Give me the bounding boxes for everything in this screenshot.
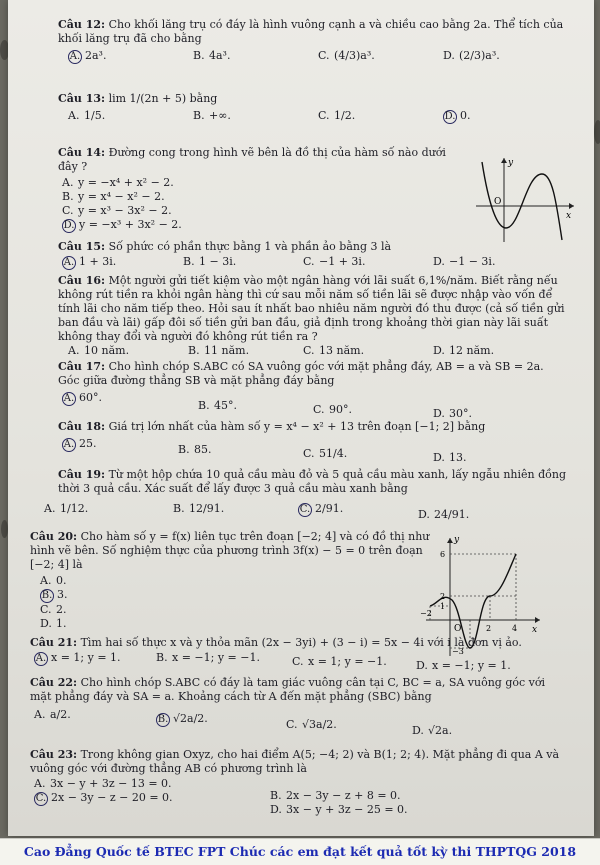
option-c[interactable] xyxy=(303,344,364,358)
option-text: √2a. xyxy=(428,724,453,737)
option-text: 3. xyxy=(57,588,68,601)
option-text: 60°. xyxy=(79,391,102,404)
y-label: y xyxy=(454,535,460,545)
options xyxy=(44,502,566,521)
option-label: C. xyxy=(40,603,52,616)
option-label: A. xyxy=(34,708,46,721)
question-stem: Giá trị lớn nhất của hàm số y = x⁴ − x² + 13 trên đoạn [−1; 2] bằng xyxy=(108,420,486,433)
option-label: A. xyxy=(63,393,75,404)
option-c[interactable] xyxy=(303,255,365,269)
option-c[interactable] xyxy=(62,204,464,218)
option-text: y = x⁴ − x² − 2. xyxy=(78,190,165,203)
option-text: 1/5. xyxy=(84,109,106,122)
question-head: Câu 16: xyxy=(58,274,106,287)
option-a[interactable] xyxy=(62,391,102,406)
option-text: 10 năm. xyxy=(84,344,130,357)
x-label: x xyxy=(566,211,572,221)
option-a[interactable] xyxy=(34,651,121,666)
option-text: x = −1; y = 1. xyxy=(432,659,511,672)
option-b[interactable] xyxy=(188,344,249,358)
option-text: 0. xyxy=(56,574,67,587)
option-text: 2/91. xyxy=(315,502,344,515)
y-tick-label: 6 xyxy=(440,550,446,559)
question-stem: Số phức có phần thực bằng 1 và phần ảo bằng 3 là xyxy=(108,240,392,253)
option-text: 51/4. xyxy=(319,447,348,460)
option-label: B. xyxy=(270,789,282,802)
option-b[interactable] xyxy=(198,399,237,413)
option-label: B. xyxy=(157,714,169,725)
option-label: A. xyxy=(34,777,46,790)
option-d[interactable] xyxy=(433,344,494,358)
option-text: (4/3)a³. xyxy=(334,49,375,62)
option-text: 13. xyxy=(449,451,467,464)
origin-label: O xyxy=(454,624,462,634)
question-stem: Cho hình chóp S.ABC có SA vuông góc với mặt phẳng đáy, AB = a và SB = 2a. Góc giữa đường thẳng SB và mặt phẳng đáy bằng xyxy=(58,360,544,387)
question-14 xyxy=(58,146,464,233)
option-a[interactable] xyxy=(62,255,116,270)
option-label: C. xyxy=(303,344,315,357)
footer-banner: Cao Đẳng Quốc tế BTEC FPT Chúc các em đạt kết quả tốt kỳ thi THPTQG 2018 xyxy=(0,838,600,865)
question-13 xyxy=(58,92,566,125)
options xyxy=(58,176,464,233)
option-a[interactable] xyxy=(68,49,106,64)
curve xyxy=(430,554,516,648)
y-arrow-icon xyxy=(501,158,507,163)
option-d[interactable] xyxy=(418,508,469,522)
question-head: Câu 19: xyxy=(58,468,106,481)
option-text: 12 năm. xyxy=(449,344,495,357)
option-d[interactable] xyxy=(433,407,472,421)
option-b[interactable] xyxy=(156,712,208,727)
options xyxy=(30,708,566,737)
question-stem: Cho hình chóp S.ABC có đáy là tam giác vuông cân tại C, BC = a, SA vuông góc với mặt phẳng đáy và SA = a. Khoảng cách từ A đến mặt phẳng (SBC) bằng xyxy=(30,676,546,703)
option-label: D. xyxy=(418,508,430,521)
options xyxy=(58,255,566,271)
question-head: Câu 18: xyxy=(58,420,106,433)
question-17 xyxy=(58,360,566,420)
option-text: +∞. xyxy=(209,109,231,122)
option-c[interactable] xyxy=(318,109,355,123)
option-text: 30°. xyxy=(449,407,472,420)
option-text: 1/2. xyxy=(334,109,356,122)
option-text: 4a³. xyxy=(209,49,231,62)
option-label: D. xyxy=(444,111,456,122)
option-text: 24/91. xyxy=(434,508,470,521)
option-a[interactable] xyxy=(34,708,71,722)
question-stem: Trong không gian Oxyz, cho hai điểm A(5; −4; 2) và B(1; 2; 4). Mặt phẳng đi qua A và vuông góc với đường thẳng AB có phương trình là xyxy=(30,748,560,775)
question-head: Câu 14: xyxy=(58,146,106,159)
question-20 xyxy=(30,530,434,631)
option-label: B. xyxy=(193,109,205,122)
option-text: 13 năm. xyxy=(319,344,365,357)
option-b[interactable] xyxy=(62,190,464,204)
y-arrow-icon xyxy=(447,538,453,543)
question-stem: Đường cong trong hình vẽ bên là đồ thị của hàm số nào dưới đây ? xyxy=(58,146,446,173)
option-text: 1. xyxy=(56,617,67,630)
option-b[interactable] xyxy=(270,789,401,803)
option-a[interactable] xyxy=(62,176,464,190)
option-label: D. xyxy=(433,451,445,464)
question-head: Câu 15: xyxy=(58,240,106,253)
option-label: A. xyxy=(40,574,52,587)
option-a[interactable] xyxy=(40,574,434,588)
option-text: y = −x⁴ + x² − 2. xyxy=(78,176,174,189)
options xyxy=(58,391,566,420)
x-tick-label: 4 xyxy=(512,624,518,633)
question-stem: Một người gửi tiết kiệm vào một ngân hàng với lãi suất 6,1%/năm. Biết rằng nếu không rút tiền ra khỏi ngân hàng thì cứ sau mỗi năm số tiền lãi sẽ được nhập vào vốn để tính lãi cho năm tiếp theo. Hỏi sau ít nhất bao nhiêu năm người đó thu được (cả số tiền gửi ban đầu và lãi) gấp đôi số tiền gửi ban đầu, giả định trong khoảng thời gian này lãi suất không thay đổi và người đó không rút tiền ra ? xyxy=(58,274,565,343)
option-d[interactable] xyxy=(416,659,511,673)
option-text: (2/3)a³. xyxy=(459,49,500,62)
question-stem: Cho hàm số y = f(x) liên tục trên đoạn [−2; 4] và có đồ thị như hình vẽ bên. Số nghiệm thực của phương trình 3f(x) − 5 = 0 trên đoạn [−2; 4] là xyxy=(30,530,430,571)
option-label: A. xyxy=(63,257,75,268)
option-text: 2a³. xyxy=(85,49,107,62)
y-tick-label: 1 xyxy=(440,602,446,611)
option-label: C. xyxy=(313,403,325,416)
option-label: D. xyxy=(433,255,445,268)
option-label: D. xyxy=(270,803,282,816)
option-label: B. xyxy=(178,443,190,456)
option-d[interactable] xyxy=(433,255,495,269)
option-text: x = −1; y = −1. xyxy=(172,651,260,664)
option-label: D. xyxy=(433,407,445,420)
option-text: 0. xyxy=(460,109,471,122)
option-text: 85. xyxy=(194,443,212,456)
question-22 xyxy=(30,676,566,737)
option-c[interactable] xyxy=(40,603,434,617)
option-label: C. xyxy=(303,255,315,268)
option-label: C. xyxy=(286,718,298,731)
question-head: Câu 17: xyxy=(58,360,106,373)
option-b[interactable] xyxy=(173,502,224,516)
question-head: Câu 21: xyxy=(30,636,78,649)
option-a[interactable] xyxy=(68,109,105,123)
options xyxy=(30,651,566,672)
option-label: B. xyxy=(188,344,200,357)
option-label: B. xyxy=(41,590,53,601)
option-b[interactable] xyxy=(178,443,212,457)
options xyxy=(58,49,566,65)
graph-question-14 xyxy=(470,150,580,245)
option-label: A. xyxy=(69,51,81,62)
option-b[interactable] xyxy=(193,49,230,63)
option-text: 2x − 3y − z − 20 = 0. xyxy=(51,791,173,804)
y-label: y xyxy=(508,158,514,168)
option-text: 2. xyxy=(56,603,67,616)
option-c[interactable] xyxy=(298,502,343,517)
question-12 xyxy=(58,18,566,65)
question-stem: Tìm hai số thực x và y thỏa mãn (2x − 3yi) + (3 − i) = 5x − 4i với i là đơn vị ảo. xyxy=(80,636,522,649)
question-head: Câu 12: xyxy=(58,18,106,31)
option-label: C. xyxy=(292,655,304,668)
option-d[interactable] xyxy=(412,724,452,738)
option-label: C. xyxy=(303,447,315,460)
option-label: A. xyxy=(44,502,56,515)
option-label: D. xyxy=(433,344,445,357)
option-label: C. xyxy=(62,204,74,217)
option-label: A. xyxy=(68,109,80,122)
option-label: D. xyxy=(63,220,75,231)
option-text: 12/91. xyxy=(189,502,225,515)
option-text: y = −x³ + 3x² − 2. xyxy=(79,218,182,231)
option-label: B. xyxy=(183,255,195,268)
option-text: 45°. xyxy=(214,399,237,412)
option-d[interactable] xyxy=(62,218,464,233)
option-label: A. xyxy=(63,439,75,450)
option-label: B. xyxy=(193,49,205,62)
option-text: a/2. xyxy=(50,708,71,721)
option-text: −1 − 3i. xyxy=(449,255,496,268)
option-b[interactable] xyxy=(183,255,236,269)
option-text: 1/12. xyxy=(60,502,89,515)
x-arrow-icon xyxy=(569,203,574,209)
option-a[interactable] xyxy=(34,777,172,791)
option-c[interactable] xyxy=(286,718,337,732)
option-label: B. xyxy=(156,651,168,664)
option-c[interactable] xyxy=(34,791,173,806)
option-label: B. xyxy=(198,399,210,412)
option-c[interactable] xyxy=(318,49,375,63)
options xyxy=(58,109,566,125)
option-text: 1 + 3i. xyxy=(79,255,117,268)
option-d[interactable] xyxy=(40,617,434,631)
option-text: 2x − 3y − z + 8 = 0. xyxy=(286,789,401,802)
option-d[interactable] xyxy=(443,109,471,124)
option-text: 1 − 3i. xyxy=(199,255,237,268)
option-label: D. xyxy=(40,617,52,630)
question-head: Câu 13: xyxy=(58,92,106,105)
x-arrow-icon xyxy=(535,617,540,623)
option-text: x = 1; y = −1. xyxy=(308,655,387,668)
option-a[interactable] xyxy=(44,502,88,516)
option-b[interactable] xyxy=(156,651,260,665)
option-label: D. xyxy=(416,659,428,672)
question-16 xyxy=(58,274,566,360)
option-text: √3a/2. xyxy=(302,718,337,731)
options xyxy=(58,437,566,464)
option-text: 3x − y + 3z − 13 = 0. xyxy=(50,777,172,790)
option-label: C. xyxy=(299,504,311,515)
option-label: B. xyxy=(62,190,74,203)
x-tick-label: −2 xyxy=(420,609,432,618)
option-label: A. xyxy=(35,653,47,664)
option-d[interactable] xyxy=(270,803,408,817)
option-text: 11 năm. xyxy=(204,344,250,357)
option-label: C. xyxy=(35,793,47,804)
option-text: 90°. xyxy=(329,403,352,416)
option-label: A. xyxy=(62,176,74,189)
question-head: Câu 23: xyxy=(30,748,78,761)
option-label: C. xyxy=(318,109,330,122)
option-text: √2a/2. xyxy=(173,712,208,725)
options xyxy=(30,574,434,631)
option-label: B. xyxy=(173,502,185,515)
option-text: x = 1; y = 1. xyxy=(51,651,121,664)
option-c[interactable] xyxy=(313,403,352,417)
option-a[interactable] xyxy=(62,437,97,452)
option-c[interactable] xyxy=(303,447,347,461)
origin-label: O xyxy=(494,197,502,207)
options xyxy=(58,344,566,360)
question-18 xyxy=(58,420,566,464)
option-a[interactable] xyxy=(68,344,129,358)
question-stem: Cho khối lăng trụ có đáy là hình vuông cạnh a và chiều cao bằng 2a. Thể tích của khối lăng trụ đã cho bằng xyxy=(58,18,564,45)
question-stem: lim 1/(2n + 5) bằng xyxy=(108,92,218,105)
option-label: A. xyxy=(68,344,80,357)
option-label: D. xyxy=(412,724,424,737)
option-label: C. xyxy=(318,49,330,62)
options xyxy=(30,777,566,816)
option-d[interactable] xyxy=(443,49,500,63)
option-text: −1 + 3i. xyxy=(319,255,366,268)
question-15 xyxy=(58,240,566,271)
option-text: y = x³ − 3x² − 2. xyxy=(78,204,172,217)
option-b[interactable] xyxy=(193,109,231,123)
y-tick-label: 2 xyxy=(440,592,446,601)
question-19 xyxy=(44,468,566,521)
question-21 xyxy=(30,636,566,672)
y-tick-label: −3 xyxy=(452,647,464,656)
question-stem: Từ một hộp chứa 10 quả cầu màu đỏ và 5 quả cầu màu xanh, lấy ngẫu nhiên đồng thời 3 quả cầu. Xác suất để lấy được 3 quả cầu màu xanh bằng xyxy=(58,468,566,495)
option-d[interactable] xyxy=(433,451,467,465)
question-23 xyxy=(30,748,566,816)
x-label: x xyxy=(532,625,538,635)
option-label: D. xyxy=(443,49,455,62)
option-c[interactable] xyxy=(292,655,387,669)
question-head: Câu 20: xyxy=(30,530,78,543)
question-head: Câu 22: xyxy=(30,676,78,689)
exam-sheet xyxy=(8,0,594,836)
option-b[interactable] xyxy=(40,588,434,603)
option-text: 25. xyxy=(79,437,97,450)
option-text: 3x − y + 3z − 25 = 0. xyxy=(286,803,408,816)
x-tick-label: 2 xyxy=(486,624,492,633)
